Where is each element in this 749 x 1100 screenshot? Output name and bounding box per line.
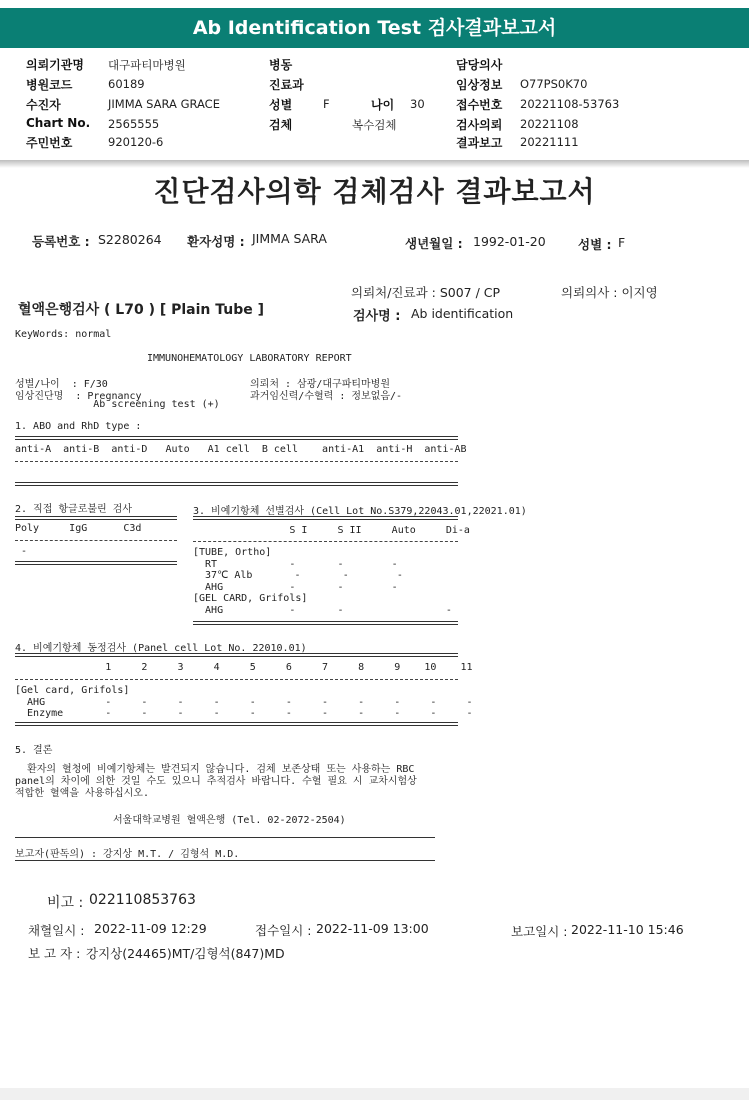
- age-label: 나이: [371, 98, 395, 112]
- rule: [15, 860, 435, 861]
- reg-no-label: 등록번호 :: [32, 234, 90, 249]
- rule: [15, 540, 177, 541]
- reported-label: 보고일시 :: [511, 924, 568, 939]
- keywords: KeyWords: normal: [15, 329, 112, 340]
- reporter-label: 보 고 자 :: [28, 946, 81, 961]
- section-2-headers: Poly IgG C3d: [15, 523, 142, 534]
- section-2-value: -: [15, 546, 28, 557]
- sex-age-line: 성별/나이 : F/30: [15, 379, 108, 390]
- report-date-value: 20221111: [520, 135, 579, 149]
- test-group-title: 혈액은행검사 ( L70 ) [ Plain Tube ]: [18, 302, 265, 318]
- hospital-code-value: 60189: [108, 77, 145, 91]
- sex-label: 성별: [269, 98, 293, 112]
- reporter-line: 보고자(판독의) : 강지상 M.T. / 김형석 M.D.: [15, 849, 240, 860]
- blood-bank-contact: 서울대학교병원 혈액은행 (Tel. 02-2072-2504): [113, 815, 346, 826]
- sex-value: F: [323, 97, 330, 111]
- patient-name-label: 환자성명 :: [187, 234, 245, 249]
- patient-name-value: JIMMA SARA: [252, 231, 327, 246]
- received-label: 접수일시 :: [255, 923, 312, 938]
- specimen-label: 검체: [269, 118, 293, 132]
- rrn-label: 주민번호: [26, 136, 73, 150]
- rule: [15, 482, 458, 486]
- reg-no-value: S2280264: [98, 232, 162, 247]
- age-value: 30: [410, 97, 425, 111]
- rule: [15, 436, 458, 440]
- hospital-label: 의뢰기관명: [26, 58, 84, 72]
- doc-sex-value: F: [618, 235, 626, 250]
- collected-value: 2022-11-09 12:29: [94, 921, 207, 936]
- request-date-value: 20221108: [520, 117, 579, 131]
- diagnosis-line: 임상진단명 : Pregnancy: [15, 391, 142, 402]
- section-3-table: [TUBE, Ortho] RT - - - 37℃ Alb - - - AHG - - - [GEL CARD, Grifols] AHG - - -: [193, 547, 452, 616]
- history-line: 과거임신력/수혈력 : 정보없음/-: [250, 391, 403, 402]
- chart-no-value: 2565555: [108, 117, 160, 131]
- section-2-title: 2. 직접 항글로불린 검사: [15, 504, 133, 515]
- rule: [15, 461, 458, 462]
- lab-report-title: IMMUNOHEMATOLOGY LABORATORY REPORT: [147, 353, 352, 364]
- received-value: 2022-11-09 13:00: [316, 921, 429, 936]
- chart-no-label: Chart No.: [26, 116, 91, 130]
- hospital-value: 대구파티마병원: [108, 58, 186, 72]
- patient-label: 수진자: [26, 98, 61, 112]
- receipt-no-value: 20221108-53763: [520, 97, 620, 111]
- section-5-title: 5. 결론: [15, 745, 53, 756]
- rule: [15, 653, 458, 657]
- remark-label: 비고 :: [47, 895, 84, 911]
- section-4-headers: 1 2 3 4 5 6 7 8 9 10 11: [15, 662, 473, 673]
- test-name-value: Ab identification: [411, 306, 514, 321]
- hospital-code-label: 병원코드: [26, 78, 73, 92]
- rule: [15, 679, 458, 680]
- specimen-value: 복수검체: [352, 118, 397, 132]
- section-1-title: 1. ABO and RhD type :: [15, 421, 142, 432]
- section-divider: [0, 160, 749, 168]
- patient-value: JIMMA SARA GRACE: [108, 97, 220, 111]
- section-1-headers: anti-A anti-B anti-D Auto A1 cell B cell anti-A1 anti-H anti-AB: [15, 444, 467, 455]
- rule: [193, 621, 458, 625]
- bottom-strip: [0, 1088, 749, 1100]
- clinical-info-label: 임상정보: [456, 78, 503, 92]
- report-date-label: 결과보고: [456, 136, 503, 150]
- referral-line: 의뢰처 : 삼광/대구파티마병원: [250, 379, 391, 390]
- rule: [15, 837, 435, 838]
- section-4-title: 4. 비예기항체 동정검사 (Panel cell Lot No. 22010.01): [15, 643, 307, 654]
- rule: [15, 722, 458, 726]
- rule: [15, 561, 177, 565]
- remark-value: 022110853763: [89, 892, 196, 908]
- document-title: 진단검사의학 검체검사 결과보고서: [153, 175, 596, 208]
- section-4-table: [Gel card, Grifols] AHG - - - - - - - - - - - Enzyme - - - - - - - - - - -: [15, 685, 473, 719]
- rule: [15, 516, 177, 520]
- receipt-no-label: 접수번호: [456, 98, 503, 112]
- rrn-value: 920120-6: [108, 135, 164, 149]
- conclusion-text: 환자의 혈청에 비예기항체는 발견되지 않습니다. 검체 보존상태 또는 사용하는 RBC panel의 차이에 의한 것일 수도 있으니 추적검사 바랍니다. 수혈 필요 시 교차시험상 적합한 혈액을 사용하십시오.: [15, 764, 417, 799]
- request-date-label: 검사의뢰: [456, 118, 503, 132]
- attending-doctor-label: 담당의사: [456, 58, 503, 72]
- dob-value: 1992-01-20: [473, 234, 546, 249]
- referral-dept-line: 의뢰처/진료과 : S007 / CP: [351, 285, 501, 300]
- reporter-value: 강지상(24465)MT/김형석(847)MD: [86, 946, 285, 961]
- department-label: 진료과: [269, 78, 304, 92]
- ward-label: 병동: [269, 58, 293, 72]
- section-3-headers: S I S II Auto Di-a: [193, 525, 470, 536]
- collected-label: 채혈일시 :: [28, 923, 85, 938]
- test-name-label: 검사명 :: [353, 309, 401, 324]
- reported-value: 2022-11-10 15:46: [571, 922, 684, 937]
- rule: [193, 516, 458, 520]
- clinical-info-value: O77PS0K70: [520, 77, 588, 91]
- doc-sex-label: 성별 :: [578, 237, 612, 252]
- screening-line: Ab screening test (+): [15, 399, 220, 410]
- rule: [193, 541, 458, 542]
- report-header-title: Ab Identification Test 검사결과보고서: [192, 17, 557, 39]
- section-3-title: 3. 비예기항체 선별검사 (Cell Lot No.S379,22043.01,22021.01): [193, 506, 527, 517]
- referral-doctor-line: 의뢰의사 : 이지영: [561, 285, 658, 300]
- dob-label: 생년월일 :: [405, 236, 463, 251]
